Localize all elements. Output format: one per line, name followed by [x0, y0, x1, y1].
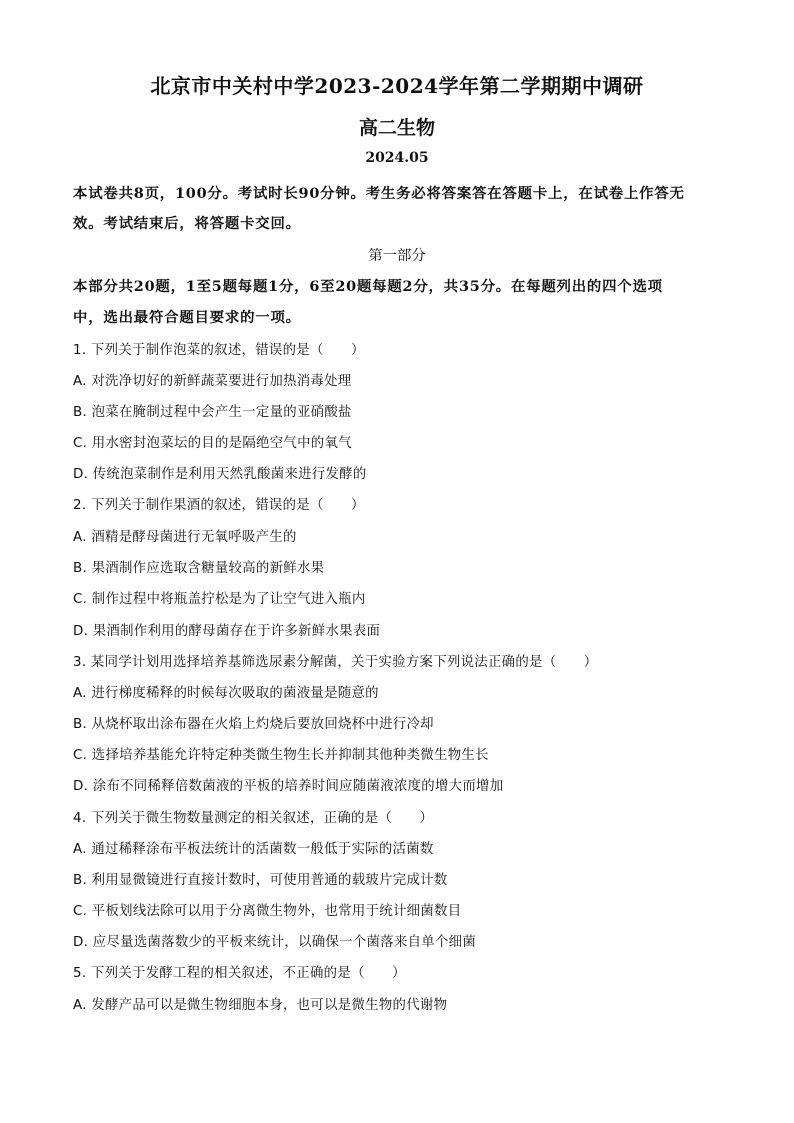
exam-date: 2024.05 [365, 150, 429, 166]
instructions-line-2: 效。考试结束后，将答题卡交回。 [73, 215, 301, 232]
question-5-option-a: A. 发酵产品可以是微生物细胞本身，也可以是微生物的代谢物 [73, 998, 448, 1013]
part-description-line-2: 中，选出最符合题目要求的一项。 [73, 309, 301, 326]
question-3-stem: 3. 某同学计划用选择培养基筛选尿素分解菌，关于实验方案下列说法正确的是（ ） [73, 655, 598, 670]
question-2-option-c: C. 制作过程中将瓶盖拧松是为了让空气进入瓶内 [73, 592, 366, 607]
instructions-line-1: 本试卷共8页，100分。考试时长90分钟。考生务必将答案答在答题卡上，在试卷上作答无 [73, 185, 685, 202]
question-2-stem: 2. 下列关于制作果酒的叙述，错误的是（ ） [73, 498, 365, 513]
part-description-line-1: 本部分共20题，1至5题每题1分，6至20题每题2分，共35分。在每题列出的四个选项 [73, 278, 663, 295]
question-4-option-b: B. 利用显微镜进行直接计数时，可使用普通的载玻片完成计数 [73, 873, 448, 888]
question-2-option-b: B. 果酒制作应选取含糖量较高的新鲜水果 [73, 561, 325, 576]
question-2-option-d: D. 果酒制作利用的酵母菌存在于许多新鲜水果表面 [73, 624, 381, 639]
question-3-option-c: C. 选择培养基能允许特定种类微生物生长并抑制其他种类微生物生长 [73, 748, 489, 763]
question-1-stem: 1. 下列关于制作泡菜的叙述，错误的是（ ） [73, 343, 365, 358]
question-4-stem: 4. 下列关于微生物数量测定的相关叙述，正确的是（ ） [73, 811, 434, 826]
part-title: 第一部分 [368, 248, 426, 264]
question-3-option-d: D. 涂布不同稀释倍数菌液的平板的培养时间应随菌液浓度的增大而增加 [73, 779, 504, 794]
question-4-option-c: C. 平板划线法除可以用于分离微生物外，也常用于统计细菌数目 [73, 904, 462, 919]
question-1-option-c: C. 用水密封泡菜坛的目的是隔绝空气中的氧气 [73, 436, 352, 451]
question-4-option-a: A. 通过稀释涂布平板法统计的活菌数一般低于实际的活菌数 [73, 842, 434, 857]
question-1-option-a: A. 对洗净切好的新鲜蔬菜要进行加热消毒处理 [73, 374, 352, 389]
question-1-option-d: D. 传统泡菜制作是利用天然乳酸菌来进行发酵的 [73, 467, 367, 482]
exam-subject: 高二生物 [358, 117, 435, 139]
question-1-option-b: B. 泡菜在腌制过程中会产生一定量的亚硝酸盐 [73, 405, 352, 420]
question-3-option-b: B. 从烧杯取出涂布器在火焰上灼烧后要放回烧杯中进行冷却 [73, 717, 434, 732]
question-3-option-a: A. 进行梯度稀释的时候每次吸取的菌液量是随意的 [73, 686, 379, 701]
question-4-option-d: D. 应尽量选菌落数少的平板来统计，以确保一个菌落来自单个细菌 [73, 935, 477, 950]
question-5-stem: 5. 下列关于发酵工程的相关叙述，不正确的是（ ） [73, 966, 406, 981]
exam-title: 北京市中关村中学2023-2024学年第二学期期中调研 [150, 74, 644, 98]
question-2-option-a: A. 酒精是酵母菌进行无氧呼吸产生的 [73, 530, 297, 545]
